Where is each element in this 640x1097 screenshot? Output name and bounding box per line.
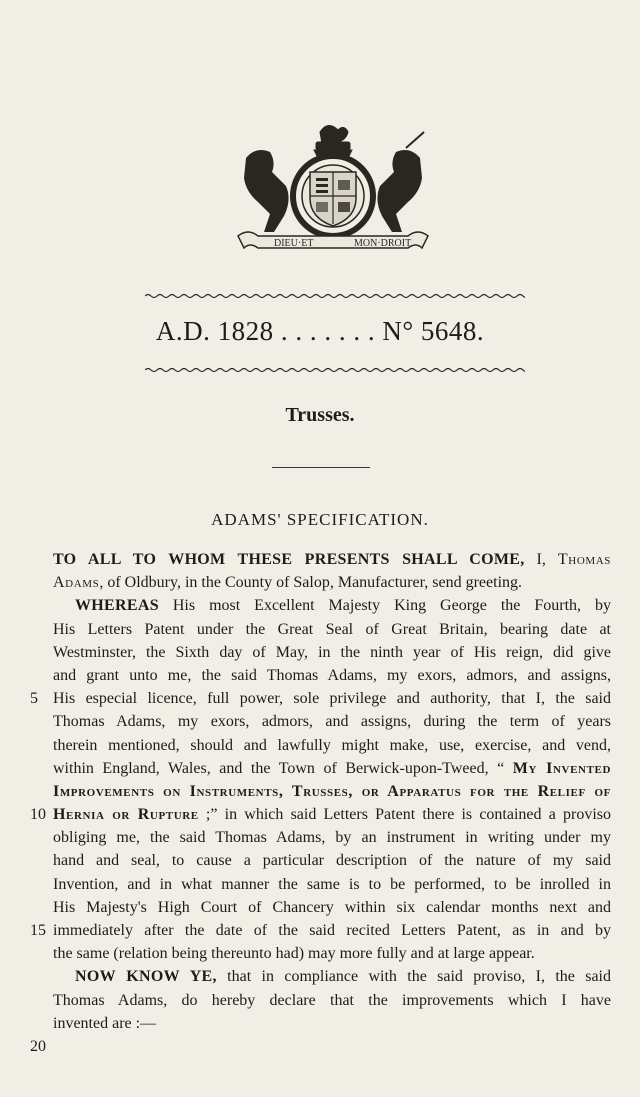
text-line — [53, 873, 611, 896]
text-line — [53, 849, 611, 872]
text-segment: obliging me, the said Thomas Adams, by an instrument in writing under my — [53, 829, 611, 847]
text-segment: the same (relation being thereunto had) may more fully and at large appear. — [53, 945, 535, 963]
patent-subject: Trusses. — [285, 404, 355, 426]
text-segment: Thomas — [557, 551, 612, 568]
text-line — [53, 548, 611, 571]
text-segment: WHEREAS — [75, 597, 159, 615]
royal-coat-of-arms — [228, 118, 438, 258]
text-line — [53, 710, 611, 733]
header-dots: . . . . . . . — [280, 316, 376, 346]
text-segment: TO ALL TO WHOM THESE PRESENTS SHALL COME, — [53, 551, 525, 568]
text-segment: His most Excellent Majesty King George the Fourth, by — [158, 597, 611, 615]
text-segment: Westminster, the Sixth day of May, in the ninth year of His reign, did give — [53, 643, 611, 661]
text-segment: that in compliance with the said proviso, I, the said — [216, 968, 612, 986]
text-segment: His Majesty's High Court of Chancery within six calendar months next and — [53, 898, 611, 916]
line-number: 5 — [30, 690, 38, 708]
text-segment: His especial licence, full power, sole privilege and authority, that I, the said — [53, 690, 611, 708]
text-line — [53, 919, 611, 942]
text-segment: My Invented — [512, 759, 611, 777]
text-segment: immediately after the date of the said recited Letters Patent, as in and by — [53, 922, 611, 939]
line-number: 10 — [30, 806, 46, 824]
text-line — [53, 734, 611, 757]
text-segment: Thomas Adams, do hereby declare that the improvements which I have — [53, 991, 611, 1009]
text-line — [53, 757, 611, 780]
text-segment: and grant unto me, the said Thomas Adams, my exors, admors, and assigns, — [53, 666, 611, 684]
text-line — [53, 571, 611, 594]
patent-year: A.D. 1828 — [155, 316, 274, 346]
text-segment: NOW KNOW YE, — [75, 968, 217, 986]
text-line — [53, 826, 611, 849]
motto-right: MON·DROIT — [354, 238, 412, 249]
line-number: 20 — [30, 1038, 46, 1056]
specification-title: ADAMS' SPECIFICATION. — [211, 510, 429, 529]
text-segment: hand and seal, to cause a particular description of the nature of my said — [53, 852, 611, 870]
text-segment: Adams — [53, 574, 100, 592]
text-line — [53, 965, 611, 988]
text-segment: , of Oldbury, in the County of Salop, Manufacturer, send greeting. — [99, 574, 523, 592]
short-divider — [272, 467, 370, 468]
text-line — [53, 989, 611, 1012]
text-line — [53, 942, 611, 965]
patent-header — [0, 316, 640, 347]
text-segment: invented are :— — [53, 1014, 157, 1032]
text-line — [53, 664, 611, 687]
text-segment: Thomas Adams, my exors, admors, and assigns, during the term of years — [53, 713, 611, 731]
text-line — [53, 1012, 611, 1035]
text-line — [53, 780, 611, 803]
text-segment: ;” in which said Letters Patent there is contained a proviso — [198, 806, 611, 824]
text-line — [53, 803, 611, 826]
patent-number: N° 5648. — [382, 316, 485, 346]
text-segment: His Letters Patent under the Great Seal of Great Britain, bearing date at — [53, 620, 611, 638]
text-line — [53, 687, 611, 710]
text-segment: Hernia or Rupture — [53, 806, 199, 824]
motto-left: DIEU·ET — [274, 238, 314, 249]
text-line — [53, 618, 611, 641]
text-segment: Improvements on Instruments, Trusses, or Apparatus for the Relief of — [53, 782, 611, 800]
text-line — [53, 641, 611, 664]
specification-body — [53, 548, 611, 1035]
text-line — [53, 594, 611, 617]
text-segment: Invention, and in what manner the same is to be performed, to be inrolled in — [53, 875, 611, 893]
line-number: 15 — [30, 922, 46, 940]
decorative-rule-top — [145, 292, 525, 300]
text-segment: therein mentioned, should and lawfully might make, use, exercise, and vend, — [53, 736, 611, 754]
text-line — [53, 896, 611, 919]
text-segment: I, — [524, 551, 558, 568]
text-segment: within England, Wales, and the Town of Berwick-upon-Tweed, “ — [53, 759, 513, 777]
decorative-rule-bottom — [145, 366, 525, 374]
